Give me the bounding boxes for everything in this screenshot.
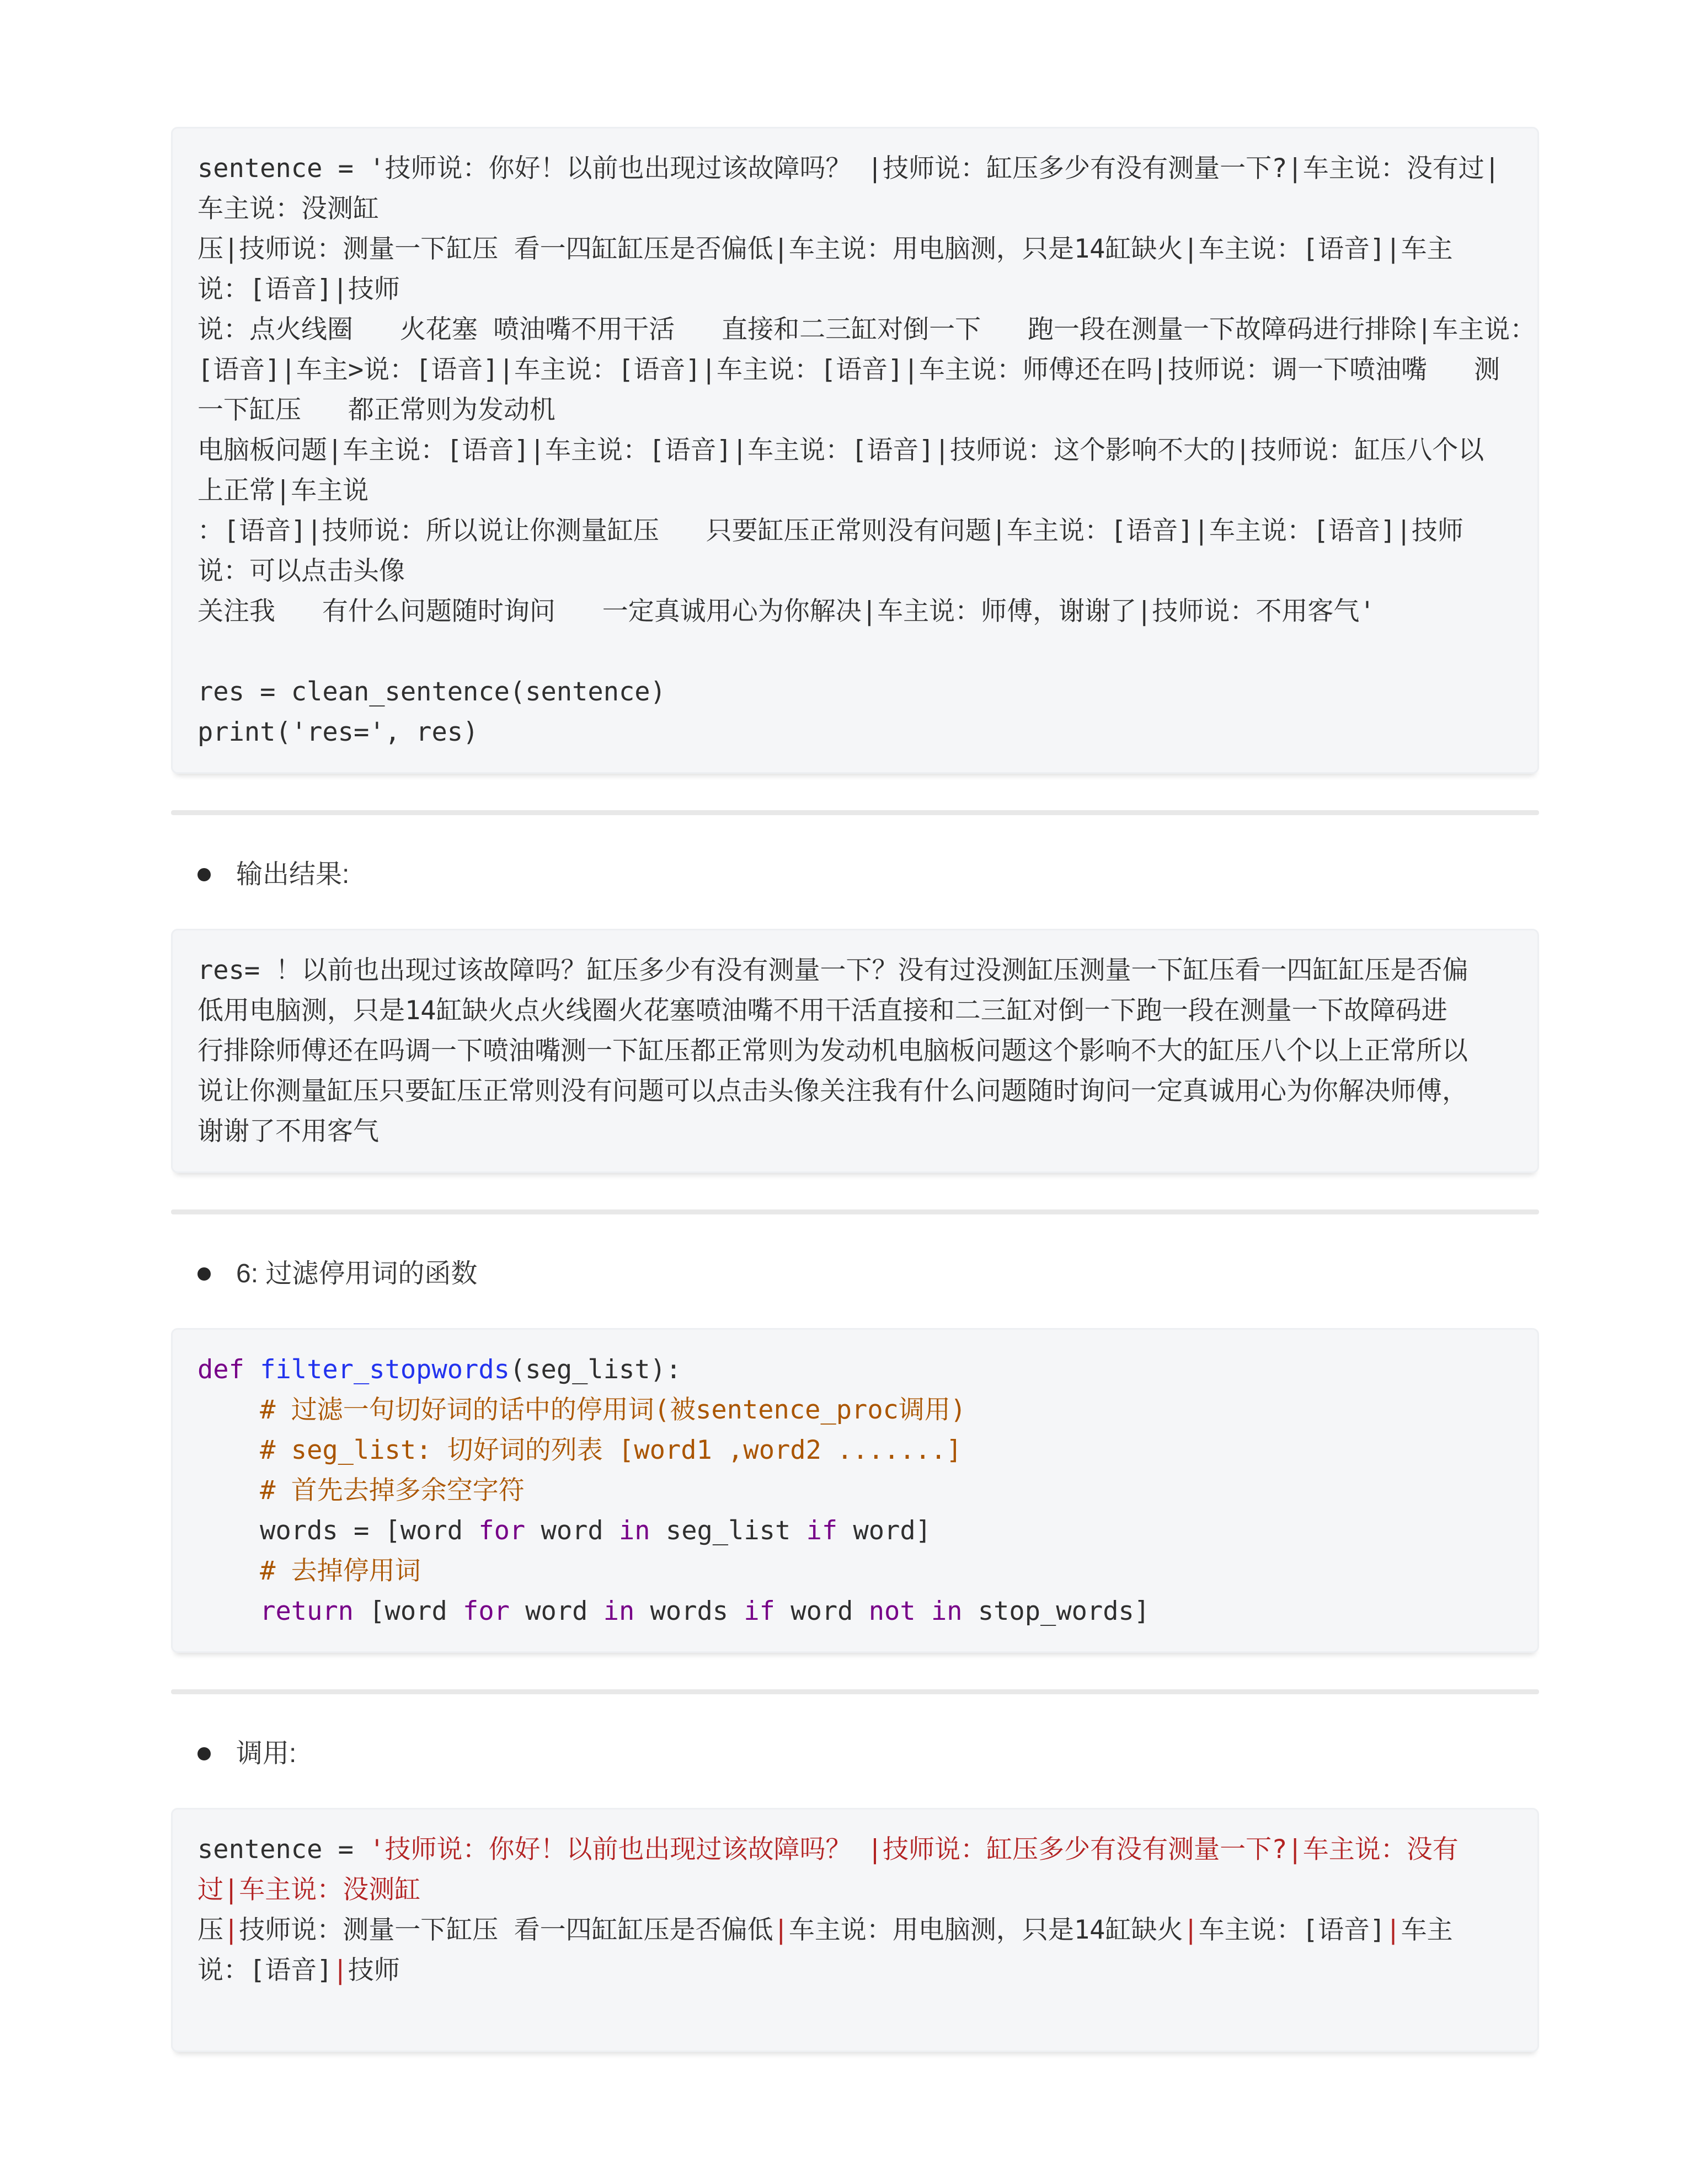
code-token: 上正常|车主说 (197, 475, 369, 506)
code-line (197, 309, 1536, 350)
code-token: [语音]|车主>说：[语音]|车主说：[语音]|车主说：[语音]|车主说：师傅还在吗|技师说：调一下喷油嘴 测 (197, 355, 1500, 385)
code-line (197, 991, 1513, 1031)
code-block-sentence-call (171, 1808, 1539, 2052)
list-item-output-result (171, 861, 1539, 888)
output-result-block (171, 929, 1539, 1173)
bullet-list-output (171, 861, 1539, 888)
code-line (197, 631, 1513, 672)
bullet-disc-icon (197, 1267, 211, 1281)
code-token: sentence = (197, 1834, 370, 1865)
code-token: 一下缸压 都正常则为发动机 (197, 395, 555, 425)
code-token: if (744, 1596, 775, 1626)
code-line (197, 390, 1513, 430)
code-token: 说：[语音]|技师 (197, 274, 400, 304)
code-token: def (197, 1355, 244, 1385)
code-token (197, 1596, 260, 1626)
code-token: 压 (197, 1915, 223, 1945)
code-token: # 过滤一句切好词的话中的停用词(被sentence_proc调用) (197, 1395, 966, 1425)
bullet-disc-icon (197, 868, 211, 881)
code-line (197, 1870, 1513, 1910)
code-token: | (1385, 1915, 1401, 1945)
code-line (197, 1990, 1513, 2031)
list-item-section6 (171, 1261, 1539, 1287)
article-content (171, 0, 1539, 2052)
bullet-list-section6 (171, 1261, 1539, 1287)
code-token: res = clean_sentence(sentence) (197, 677, 666, 707)
code-token: '技师说：你好！以前也出现过该故障吗？ |技师说：缸压多少有没有测量一下?|车主说：没有 (369, 1834, 1459, 1865)
section-divider-2 (171, 1209, 1539, 1214)
code-token: 说：点火线圈 火花塞 喷油嘴不用干活 直接和二三缸对倒一下 跑一段在测量一下故障码进行排除|车主说： (197, 314, 1536, 345)
code-line (197, 1950, 1513, 1990)
bullet-disc-icon (197, 1747, 211, 1760)
code-line (197, 430, 1513, 470)
code-line (197, 1511, 1513, 1551)
code-line (197, 551, 1513, 591)
code-token: 说：[语音] (197, 1955, 333, 1985)
code-line (197, 712, 1513, 752)
code-token: seg_list (650, 1516, 806, 1546)
code-token: # seg_list: 切好词的列表 [word1 ,word2 .......] (197, 1435, 962, 1465)
list-item-call (171, 1741, 1539, 1767)
code-token: 电脑板问题|车主说：[语音]|车主说：[语音]|车主说：[语音]|技师说：这个影响不大的|技师说：缸压八个以 (197, 435, 1484, 465)
code-line (197, 1111, 1513, 1152)
code-token: word (509, 1596, 603, 1626)
section-divider-3 (171, 1689, 1539, 1694)
code-token: word] (837, 1516, 931, 1546)
bullet-list-call (171, 1741, 1539, 1767)
code-token: 谢谢了不用客气 (197, 1116, 379, 1147)
code-line (197, 1071, 1513, 1111)
code-line (197, 1591, 1513, 1631)
code-line (197, 148, 1513, 189)
code-line (197, 672, 1513, 712)
code-token: for (463, 1596, 510, 1626)
code-token: not in (868, 1596, 963, 1626)
code-token: 技师说：测量一下缸压 看一四缸缸压是否偏低 (239, 1915, 773, 1945)
code-token: 车主说：用电脑测，只是14缸缺火 (788, 1915, 1183, 1945)
bullet-label-output-result: 输出结果: (236, 860, 350, 889)
code-token: words (634, 1596, 744, 1626)
code-token: in (619, 1516, 650, 1546)
code-token: | (223, 1915, 239, 1945)
bullet-label-call: 调用: (236, 1739, 297, 1768)
code-token: if (806, 1516, 838, 1546)
code-token: 压|技师说：测量一下缸压 看一四缸缸压是否偏低|车主说：用电脑测，只是14缸缺火|车主说：[语音]|车主 (197, 234, 1453, 264)
section-divider-1 (171, 810, 1539, 815)
code-line (197, 1350, 1513, 1390)
code-token: ：[语音]|技师说：所以说让你测量缸压 只要缸压正常则没有问题|车主说：[语音]|车主说：[语音]|技师 (197, 516, 1463, 546)
code-line (197, 1031, 1513, 1071)
code-block-clean-sentence-call (171, 127, 1539, 774)
code-token: 低用电脑测，只是14缸缺火点火线圈火花塞喷油嘴不用干活直接和二三缸对倒一下跑一段在测量一下故障码进 (197, 995, 1447, 1026)
code-line (197, 350, 1513, 390)
code-line (197, 470, 1513, 511)
code-token: words = [word (197, 1516, 479, 1546)
code-token: res= ！以前也出现过该故障吗？缸压多少有没有测量一下？没有过没测缸压测量一下缸压看一四缸缸压是否偏 (197, 955, 1468, 986)
code-token: | (332, 1955, 348, 1985)
code-line (197, 269, 1513, 309)
code-token: | (773, 1915, 789, 1945)
code-token: 车主说：[语音] (1198, 1915, 1386, 1945)
code-token: 车主说：没测缸 (197, 194, 379, 224)
code-token: 行排除师傅还在吗调一下喷油嘴测一下缸压都正常则为发动机电脑板问题这个影响不大的缸压八个以上正常所以 (197, 1036, 1468, 1066)
code-line (197, 1910, 1513, 1950)
code-token: 过|车主说：没测缸 (197, 1875, 421, 1905)
code-line (197, 950, 1513, 991)
code-block-filter-stopwords (171, 1328, 1539, 1653)
code-token: # 首先去掉多余空字符 (197, 1475, 525, 1506)
code-token: stop_words] (962, 1596, 1150, 1626)
code-token: in (603, 1596, 635, 1626)
code-token: 车主 (1401, 1915, 1453, 1945)
code-token: 说：可以点击头像 (197, 556, 405, 586)
code-line (197, 1430, 1513, 1470)
code-token: 说让你测量缸压只要缸压正常则没有问题可以点击头像关注我有什么问题随时询问一定真诚用心为你解决师傅， (197, 1076, 1468, 1106)
code-token: | (1183, 1915, 1199, 1945)
code-line (197, 1829, 1513, 1870)
code-token: word (774, 1596, 869, 1626)
code-token: [word (353, 1596, 463, 1626)
code-token: sentence = '技师说：你好！以前也出现过该故障吗？ |技师说：缸压多少有没有测量一下?|车主说：没有过| (197, 153, 1500, 184)
code-token: print('res=', res) (197, 717, 479, 747)
code-line (197, 591, 1513, 631)
code-token: for (478, 1516, 526, 1546)
code-line (197, 511, 1513, 551)
code-token (244, 1355, 260, 1385)
code-line (197, 229, 1513, 269)
bullet-label-section6: 6: 过滤停用词的函数 (236, 1259, 478, 1288)
code-line (197, 1390, 1513, 1430)
code-token: # 去掉停用词 (197, 1556, 421, 1586)
code-token: (seg_list): (509, 1355, 682, 1385)
code-token: 技师 (348, 1955, 400, 1985)
code-token: 关注我 有什么问题随时询问 一定真诚用心为你解决|车主说：师傅，谢谢了|技师说：不用客气' (197, 596, 1375, 627)
code-token: word (525, 1516, 619, 1546)
code-line (197, 189, 1513, 229)
code-token: return (260, 1596, 354, 1626)
code-line (197, 1551, 1513, 1591)
code-line (197, 1470, 1513, 1511)
code-token: filter_stopwords (260, 1355, 510, 1385)
